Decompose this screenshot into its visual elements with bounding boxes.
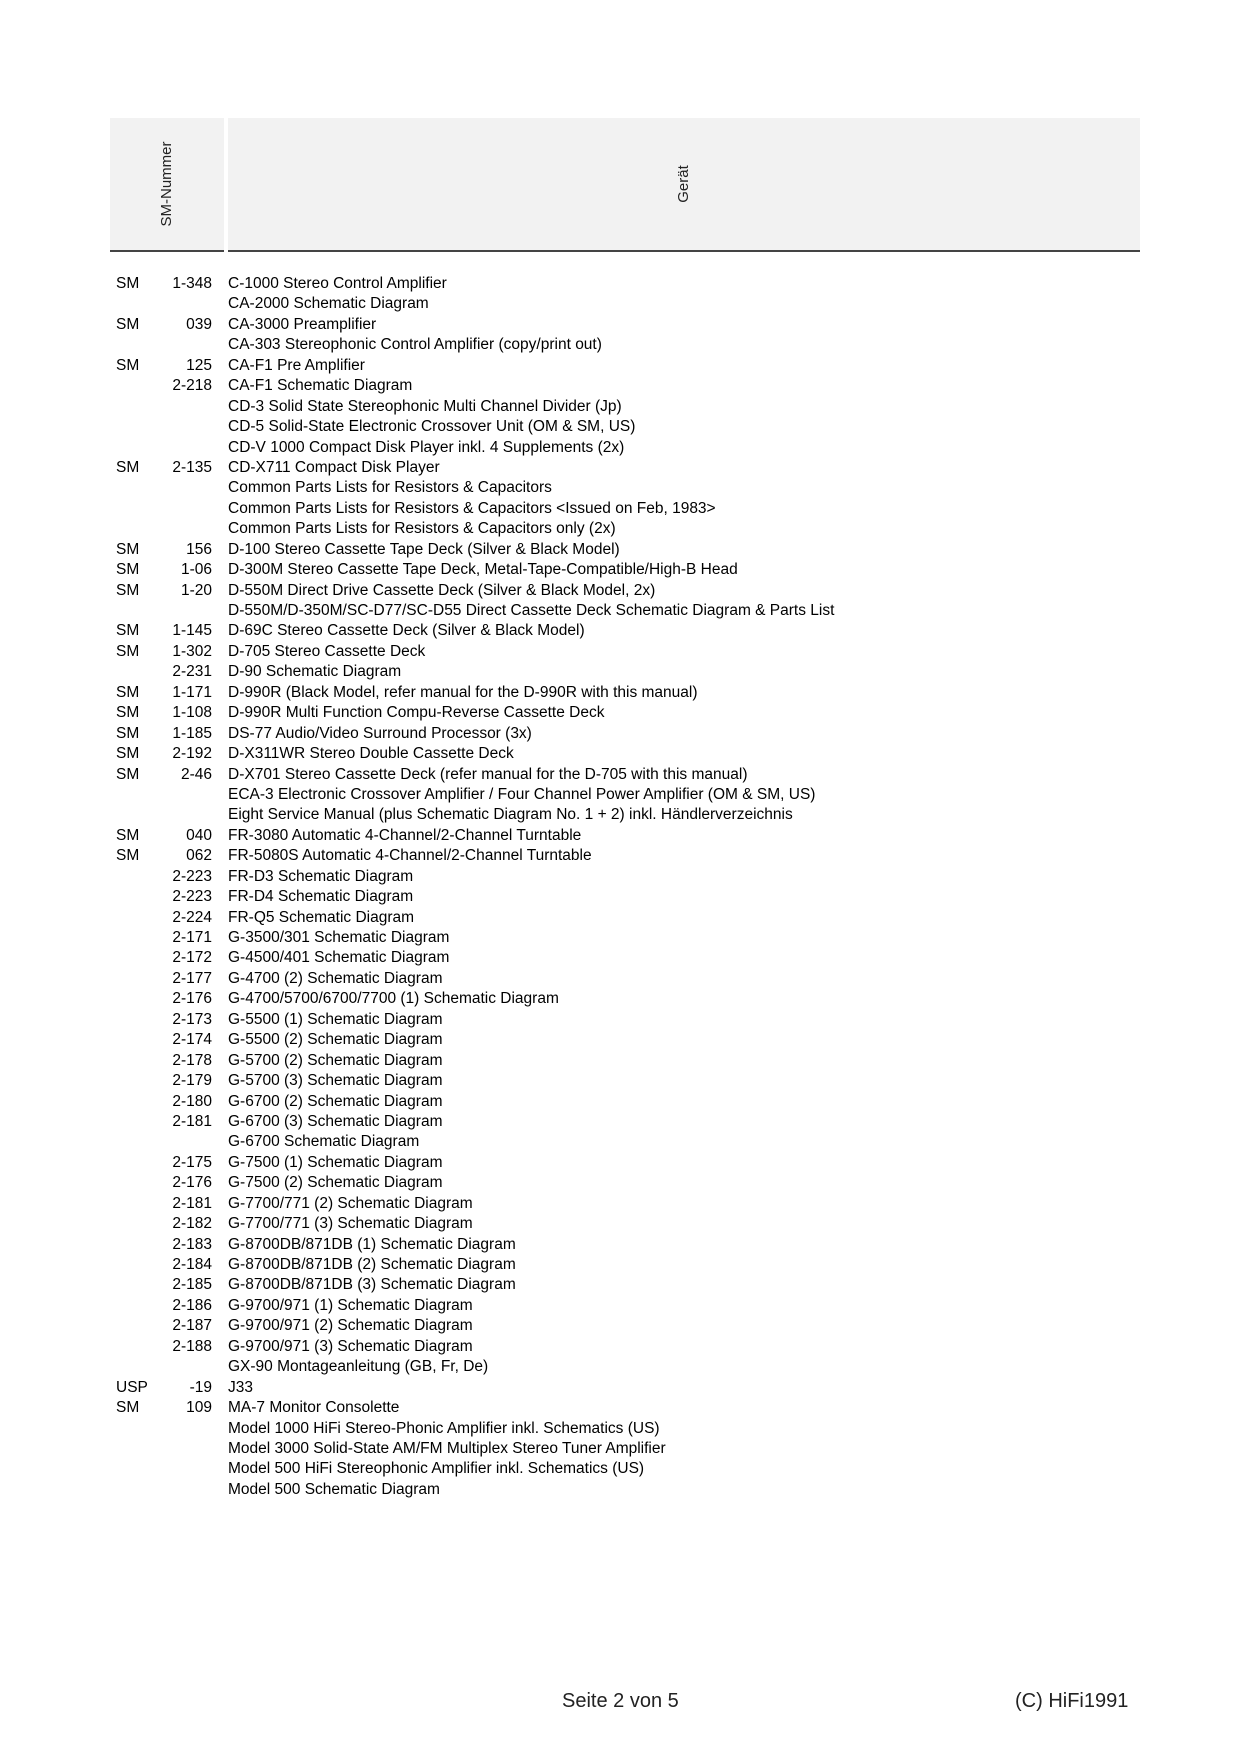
sm-number: 1-185 xyxy=(172,724,212,742)
device-name: G-9700/971 (2) Schematic Diagram xyxy=(228,1317,473,1335)
table-row xyxy=(110,1092,1140,1112)
table-row xyxy=(110,887,1140,907)
sm-number: 2-224 xyxy=(172,908,212,926)
device-name: G-8700DB/871DB (3) Schematic Diagram xyxy=(228,1276,516,1294)
table-row xyxy=(110,1419,1140,1439)
table-row xyxy=(110,1480,1140,1500)
device-name: G-8700DB/871DB (1) Schematic Diagram xyxy=(228,1235,516,1253)
device-name: GX-90 Montageanleitung (GB, Fr, De) xyxy=(228,1358,489,1376)
device-name: D-69C Stereo Cassette Deck (Silver & Black Model) xyxy=(228,622,585,640)
device-name: G-3500/301 Schematic Diagram xyxy=(228,929,450,946)
table-row xyxy=(110,519,1140,539)
table-row xyxy=(110,397,1140,417)
table-row xyxy=(110,356,1140,376)
table-header xyxy=(110,118,1140,252)
device-name: D-990R (Black Model, refer manual for the D-990R with this manual) xyxy=(228,683,698,701)
sm-prefix: SM xyxy=(116,1399,140,1417)
table-row xyxy=(110,1296,1140,1316)
table-row xyxy=(110,1255,1140,1275)
device-name: G-5500 (2) Schematic Diagram xyxy=(228,1031,443,1049)
table-row xyxy=(110,417,1140,437)
table-row xyxy=(110,294,1140,314)
device-name: CD-3 Solid State Stereophonic Multi Channel Divider (Jp) xyxy=(228,397,622,415)
device-name: Model 1000 HiFi Stereo-Phonic Amplifier inkl. Schematics (US) xyxy=(228,1419,660,1437)
table-row xyxy=(110,1071,1140,1091)
table-row xyxy=(110,1112,1140,1132)
sm-number: 2-182 xyxy=(172,1215,212,1233)
table-row xyxy=(110,1357,1140,1377)
device-name: G-6700 (3) Schematic Diagram xyxy=(228,1112,443,1130)
table-row xyxy=(110,499,1140,519)
device-name: G-9700/971 (3) Schematic Diagram xyxy=(228,1337,473,1355)
device-name: Model 500 Schematic Diagram xyxy=(228,1480,440,1498)
table-row xyxy=(110,744,1140,764)
sm-prefix: SM xyxy=(116,622,140,640)
table-row xyxy=(110,846,1140,866)
table-row xyxy=(110,1051,1140,1071)
table-row xyxy=(110,785,1140,805)
sm-number: 2-46 xyxy=(180,765,212,783)
sm-prefix: SM xyxy=(116,356,140,374)
sm-prefix: SM xyxy=(116,704,140,722)
table-row xyxy=(110,989,1140,1009)
sm-number: 2-178 xyxy=(172,1051,212,1069)
device-name: CA-F1 Pre Amplifier xyxy=(228,356,365,374)
table-row xyxy=(110,621,1140,641)
device-name: D-705 Stereo Cassette Deck xyxy=(228,642,426,660)
table-row xyxy=(110,1398,1140,1418)
device-name: D-300M Stereo Cassette Tape Deck, Metal-Tape-Compatible/High-B Head xyxy=(228,561,738,579)
table-row xyxy=(110,683,1140,703)
device-name: D-X701 Stereo Cassette Deck (refer manual for the D-705 with this manual) xyxy=(228,765,748,783)
sm-number: 1-145 xyxy=(172,622,212,640)
table-row xyxy=(110,1173,1140,1193)
device-name: CD-X711 Compact Disk Player xyxy=(228,458,440,476)
sm-prefix: SM xyxy=(116,642,140,660)
table-row xyxy=(110,315,1140,335)
table-row xyxy=(110,1275,1140,1295)
copyright-note: (C) HiFi1991 xyxy=(1015,1690,1129,1712)
device-name: C-1000 Stereo Control Amplifier xyxy=(228,275,447,292)
table-row xyxy=(110,724,1140,744)
sm-prefix: SM xyxy=(116,581,140,599)
table-row xyxy=(110,1194,1140,1214)
device-name: G-7700/771 (2) Schematic Diagram xyxy=(228,1194,473,1212)
device-name: Model 500 HiFi Stereophonic Amplifier inkl. Schematics (US) xyxy=(228,1460,645,1478)
table-row xyxy=(110,1378,1140,1398)
device-name: G-4500/401 Schematic Diagram xyxy=(228,949,450,967)
sm-number: 1-20 xyxy=(180,581,212,599)
device-name: G-8700DB/871DB (2) Schematic Diagram xyxy=(228,1256,516,1273)
sm-prefix: USP xyxy=(116,1378,148,1396)
sm-prefix: SM xyxy=(116,724,140,742)
sm-number: 2-180 xyxy=(172,1092,212,1110)
device-name: Common Parts Lists for Resistors & Capacitors <Issued on Feb, 1983> xyxy=(228,499,716,517)
table-row xyxy=(110,560,1140,580)
device-name: D-550M/D-350M/SC-D77/SC-D55 Direct Cassette Deck Schematic Diagram & Parts List xyxy=(228,602,835,619)
sm-prefix: SM xyxy=(116,847,140,865)
sm-number: 2-187 xyxy=(172,1317,212,1335)
sm-number: 125 xyxy=(186,356,212,374)
table-row xyxy=(110,1214,1140,1234)
device-name: G-6700 Schematic Diagram xyxy=(228,1133,420,1151)
table-row xyxy=(110,805,1140,825)
device-name: J33 xyxy=(228,1378,253,1396)
sm-number: 2-171 xyxy=(172,929,212,946)
device-name: CD-5 Solid-State Electronic Crossover Unit (OM & SM, US) xyxy=(228,418,636,436)
device-name: FR-3080 Automatic 4-Channel/2-Channel Turntable xyxy=(228,826,582,844)
sm-prefix: SM xyxy=(116,683,140,701)
header-cell-device xyxy=(228,118,1140,252)
device-name: FR-5080S Automatic 4-Channel/2-Channel Turntable xyxy=(228,847,592,865)
device-name: FR-D4 Schematic Diagram xyxy=(228,888,414,906)
device-name: D-X311WR Stereo Double Cassette Deck xyxy=(228,745,514,763)
device-name: G-4700 (2) Schematic Diagram xyxy=(228,969,443,987)
table-row xyxy=(110,458,1140,478)
device-name: G-7500 (2) Schematic Diagram xyxy=(228,1174,443,1192)
sm-number: 2-176 xyxy=(172,990,212,1008)
sm-prefix: SM xyxy=(116,275,140,292)
table-row xyxy=(110,1153,1140,1173)
sm-number: 2-185 xyxy=(172,1276,212,1294)
sm-number: -19 xyxy=(189,1378,212,1396)
sm-prefix: SM xyxy=(116,765,140,783)
device-name: CD-V 1000 Compact Disk Player inkl. 4 Supplements (2x) xyxy=(228,438,625,456)
table-row xyxy=(110,908,1140,928)
device-name: D-550M Direct Drive Cassette Deck (Silver & Black Model, 2x) xyxy=(228,581,656,599)
table-row xyxy=(110,1030,1140,1050)
device-name: FR-D3 Schematic Diagram xyxy=(228,867,414,885)
sm-number: 2-184 xyxy=(172,1256,212,1273)
sm-prefix: SM xyxy=(116,458,140,476)
table-body xyxy=(110,274,1140,1500)
sm-number: 2-175 xyxy=(172,1153,212,1171)
table-row xyxy=(110,1439,1140,1459)
device-name: CA-303 Stereophonic Control Amplifier (copy/print out) xyxy=(228,336,602,354)
device-name: D-990R Multi Function Compu-Reverse Cassette Deck xyxy=(228,704,605,722)
device-name: Common Parts Lists for Resistors & Capacitors only (2x) xyxy=(228,520,616,538)
device-name: Eight Service Manual (plus Schematic Diagram No. 1 + 2) inkl. Händlerverzeichnis xyxy=(228,806,793,824)
device-name: MA-7 Monitor Consolette xyxy=(228,1399,400,1417)
table-row xyxy=(110,969,1140,989)
device-name: G-7500 (1) Schematic Diagram xyxy=(228,1153,443,1171)
table-row xyxy=(110,274,1140,294)
page-number: Seite 2 von 5 xyxy=(562,1690,679,1712)
table-row xyxy=(110,478,1140,498)
sm-number: 2-231 xyxy=(172,663,212,681)
table-row xyxy=(110,948,1140,968)
table-row xyxy=(110,765,1140,785)
sm-number: 062 xyxy=(186,847,212,865)
sm-number: 2-174 xyxy=(172,1031,212,1049)
sm-number: 2-176 xyxy=(172,1174,212,1192)
device-name: G-6700 (2) Schematic Diagram xyxy=(228,1092,443,1110)
table-row xyxy=(110,1010,1140,1030)
table-row xyxy=(110,826,1140,846)
sm-number: 2-183 xyxy=(172,1235,212,1253)
sm-prefix: SM xyxy=(116,315,140,333)
sm-number: 156 xyxy=(186,540,212,558)
header-cell-sm-number xyxy=(110,118,224,252)
sm-number: 2-173 xyxy=(172,1010,212,1028)
table-row xyxy=(110,867,1140,887)
sm-number: 2-223 xyxy=(172,867,212,885)
sm-number: 2-179 xyxy=(172,1072,212,1090)
sm-number: 2-192 xyxy=(172,745,212,763)
device-name: G-4700/5700/6700/7700 (1) Schematic Diagram xyxy=(228,990,559,1008)
device-name: CA-F1 Schematic Diagram xyxy=(228,377,413,395)
sm-number: 1-171 xyxy=(172,683,212,701)
device-name: ECA-3 Electronic Crossover Amplifier / Four Channel Power Amplifier (OM & SM, US) xyxy=(228,785,816,803)
table-row xyxy=(110,581,1140,601)
sm-number: 2-186 xyxy=(172,1296,212,1314)
header-device-label: Gerät xyxy=(675,165,692,203)
table-row xyxy=(110,376,1140,396)
sm-number: 109 xyxy=(186,1399,212,1417)
device-name: FR-Q5 Schematic Diagram xyxy=(228,908,415,926)
sm-prefix: SM xyxy=(116,561,140,579)
device-name: G-5500 (1) Schematic Diagram xyxy=(228,1010,443,1028)
device-name: CA-2000 Schematic Diagram xyxy=(228,295,429,313)
table-row xyxy=(110,1459,1140,1479)
header-sm-number-label: SM-Nummer xyxy=(158,141,175,227)
sm-number: 2-218 xyxy=(172,377,212,395)
table-row xyxy=(110,438,1140,458)
device-name: G-9700/971 (1) Schematic Diagram xyxy=(228,1296,473,1314)
device-name: CA-3000 Preamplifier xyxy=(228,315,377,333)
table-row xyxy=(110,1316,1140,1336)
sm-prefix: SM xyxy=(116,745,140,763)
device-name: DS-77 Audio/Video Surround Processor (3x) xyxy=(228,724,532,742)
table-row xyxy=(110,1132,1140,1152)
table-row xyxy=(110,335,1140,355)
device-name: D-90 Schematic Diagram xyxy=(228,663,402,681)
sm-number: 040 xyxy=(186,826,212,844)
sm-number: 2-135 xyxy=(172,458,212,476)
sm-number: 039 xyxy=(186,315,212,333)
device-name: G-5700 (2) Schematic Diagram xyxy=(228,1051,443,1069)
table-row xyxy=(110,662,1140,682)
device-name: Model 3000 Solid-State AM/FM Multiplex Stereo Tuner Amplifier xyxy=(228,1439,666,1457)
sm-number: 2-181 xyxy=(172,1194,212,1212)
device-name: G-5700 (3) Schematic Diagram xyxy=(228,1072,443,1090)
table-row xyxy=(110,642,1140,662)
sm-number: 2-188 xyxy=(172,1337,212,1355)
sm-number: 2-223 xyxy=(172,888,212,906)
table-row xyxy=(110,540,1140,560)
sm-number: 1-06 xyxy=(180,561,212,579)
sm-number: 1-108 xyxy=(172,704,212,722)
table-row xyxy=(110,928,1140,948)
sm-number: 2-172 xyxy=(172,949,212,967)
table-row xyxy=(110,1235,1140,1255)
sm-number: 2-177 xyxy=(172,969,212,987)
sm-prefix: SM xyxy=(116,826,140,844)
sm-number: 1-302 xyxy=(172,642,212,660)
sm-number: 1-348 xyxy=(172,275,212,292)
device-name: Common Parts Lists for Resistors & Capacitors xyxy=(228,479,552,497)
table-row xyxy=(110,601,1140,621)
table-row xyxy=(110,1337,1140,1357)
device-name: G-7700/771 (3) Schematic Diagram xyxy=(228,1215,473,1233)
sm-number: 2-181 xyxy=(172,1112,212,1130)
table-row xyxy=(110,703,1140,723)
device-name: D-100 Stereo Cassette Tape Deck (Silver & Black Model) xyxy=(228,540,620,558)
sm-prefix: SM xyxy=(116,540,140,558)
